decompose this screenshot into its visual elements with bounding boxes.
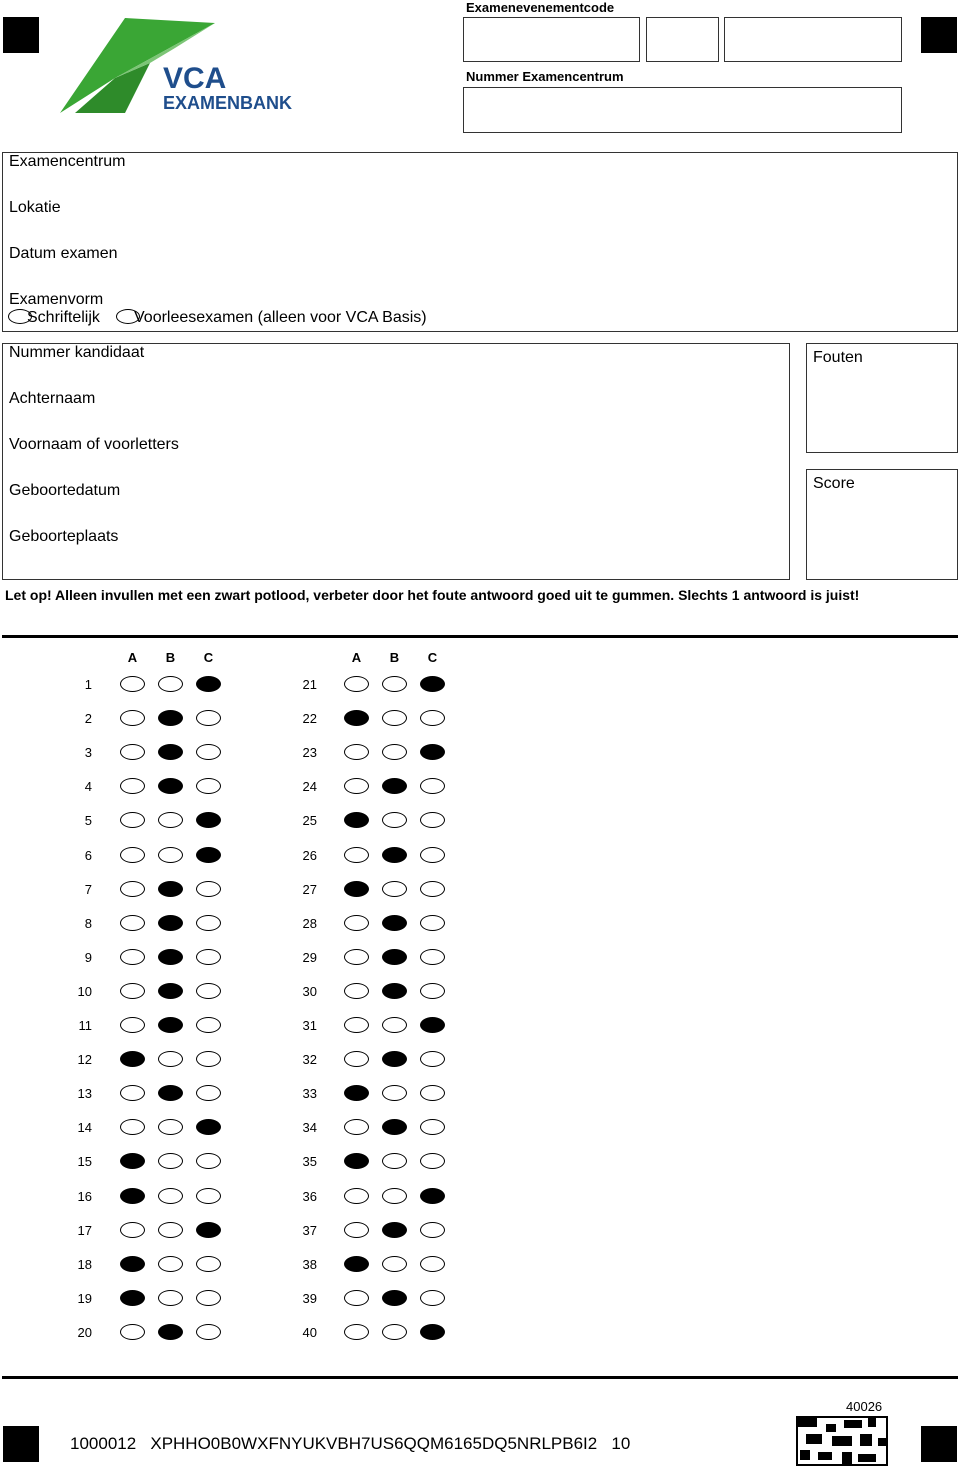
question-number: 9 [84, 949, 92, 965]
answer-bubble-24-a[interactable] [344, 778, 369, 794]
question-number: 38 [302, 1256, 317, 1272]
center-number-label: Nummer Examencentrum [466, 69, 624, 84]
answer-bubble-37-a[interactable] [344, 1222, 369, 1238]
column-header-c: C [203, 650, 214, 665]
question-number: 40 [302, 1324, 317, 1340]
question-number: 31 [302, 1018, 317, 1033]
answer-bubble-32-b[interactable] [382, 1051, 407, 1067]
answer-bubble-3-c[interactable] [196, 744, 221, 760]
event-code-field-1[interactable] [463, 17, 640, 62]
answer-bubble-37-b[interactable] [382, 1222, 407, 1238]
answer-bubble-17-c[interactable] [196, 1222, 221, 1238]
logo-text-examenbank: EXAMENBANK [163, 93, 293, 113]
question-number: 35 [302, 1154, 317, 1170]
answer-bubble-5-c[interactable] [196, 812, 221, 828]
answer-bubble-24-b[interactable] [382, 778, 407, 794]
question-number: 1 [84, 677, 92, 692]
notice-rule [2, 635, 958, 638]
question-number: 17 [77, 1222, 92, 1238]
question-number: 11 [78, 1018, 92, 1033]
answer-bubble-38-b[interactable] [382, 1256, 407, 1272]
answer-bubble-12-a[interactable] [120, 1051, 145, 1067]
answer-bubble-26-a[interactable] [344, 847, 369, 863]
answer-bubble-30-b[interactable] [382, 983, 407, 999]
answer-bubble-13-c[interactable] [196, 1085, 221, 1101]
logo-text-vca: VCA [163, 62, 227, 95]
answer-bubble-20-a[interactable] [120, 1324, 145, 1340]
answer-bubble-39-a[interactable] [344, 1290, 369, 1306]
answer-bubble-8-b[interactable] [158, 915, 183, 931]
answer-bubble-7-c[interactable] [196, 881, 221, 897]
answer-bubble-30-c[interactable] [420, 983, 445, 999]
column-header-a: A [127, 650, 138, 665]
center-number-field[interactable] [463, 87, 902, 133]
answer-bubble-28-a[interactable] [344, 915, 369, 931]
answer-bubble-26-b[interactable] [382, 847, 407, 863]
answer-bubble-5-b[interactable] [158, 812, 183, 828]
answer-bubble-5-a[interactable] [120, 812, 145, 828]
answer-bubble-30-a[interactable] [344, 983, 369, 999]
event-code-field-2[interactable] [646, 17, 719, 62]
answer-bubble-34-c[interactable] [420, 1119, 445, 1135]
registration-mark-bottom-right [921, 1426, 957, 1462]
column-header-b: B [165, 650, 176, 665]
answer-bubble-32-a[interactable] [344, 1051, 369, 1067]
column-header-a: A [351, 650, 362, 665]
answer-bubble-25-c[interactable] [420, 812, 445, 828]
question-number: 4 [84, 779, 92, 795]
answer-bubble-14-b[interactable] [158, 1119, 183, 1135]
answer-bubble-40-b[interactable] [382, 1324, 407, 1340]
footer-code-line: 1000012 XPHHO0B0WXFNYUKVBH7US6QQM6165DQ5NRLPB6I2 10 [70, 1434, 631, 1453]
notice-text: Let op! Alleen invullen met een zwart potlood, verbeter door het foute antwoord goed uit te gummen. Slechts 1 antwoord is juist! [5, 587, 860, 603]
question-number: 36 [302, 1188, 317, 1204]
question-number: 26 [302, 847, 317, 863]
answer-bubble-34-a[interactable] [344, 1119, 369, 1135]
question-number: 18 [77, 1256, 92, 1272]
footer-rule [2, 1376, 958, 1379]
answer-bubble-22-b[interactable] [382, 710, 407, 726]
question-number: 21 [302, 677, 317, 692]
answer-bubble-23-c[interactable] [420, 744, 445, 760]
answer-bubble-15-c[interactable] [196, 1153, 221, 1169]
question-number: 32 [302, 1052, 317, 1068]
answer-bubble-14-c[interactable] [196, 1119, 221, 1135]
answer-bubble-32-c[interactable] [420, 1051, 445, 1067]
answer-bubble-29-a[interactable] [344, 949, 369, 965]
answer-bubble-31-b[interactable] [382, 1017, 407, 1033]
question-number: 10 [77, 983, 92, 999]
column-header-c: C [427, 650, 438, 665]
answer-bubble-8-a[interactable] [120, 915, 145, 931]
answer-bubble-2-b[interactable] [158, 710, 183, 726]
score-label: Score [813, 475, 855, 492]
exam-date-label: Datum examen [9, 245, 118, 262]
question-number: 39 [302, 1290, 317, 1306]
answer-bubble-13-b[interactable] [158, 1085, 183, 1101]
answer-bubble-16-a[interactable] [120, 1188, 145, 1204]
answer-bubble-33-c[interactable] [420, 1085, 445, 1101]
answer-bubble-28-c[interactable] [420, 915, 445, 931]
answer-bubble-6-a[interactable] [120, 847, 145, 863]
barcode-number: 40026 [846, 1399, 883, 1414]
question-number: 34 [302, 1120, 317, 1136]
question-number: 7 [84, 881, 92, 897]
answer-bubble-2-c[interactable] [196, 710, 221, 726]
answer-bubble-37-c[interactable] [420, 1222, 445, 1238]
question-number: 25 [302, 813, 317, 829]
surname-label: Achternaam [9, 390, 96, 407]
answer-bubble-35-c[interactable] [420, 1153, 445, 1169]
answer-bubble-28-b[interactable] [382, 915, 407, 931]
question-number: 8 [84, 915, 92, 931]
answer-bubble-4-c[interactable] [196, 778, 221, 794]
answer-bubble-11-b[interactable] [158, 1017, 183, 1033]
answer-bubble-23-a[interactable] [344, 744, 369, 760]
answer-bubble-16-b[interactable] [158, 1188, 183, 1204]
answer-bubble-34-b[interactable] [382, 1119, 407, 1135]
answer-bubble-15-a[interactable] [120, 1153, 145, 1169]
answer-bubble-27-a[interactable] [344, 881, 369, 897]
vca-examenbank-logo [55, 18, 315, 118]
answer-bubble-35-b[interactable] [382, 1153, 407, 1169]
answer-bubble-25-b[interactable] [382, 812, 407, 828]
question-number: 22 [302, 711, 317, 727]
answer-bubble-12-c[interactable] [196, 1051, 221, 1067]
question-number: 14 [77, 1120, 92, 1136]
answer-bubble-38-a[interactable] [344, 1256, 369, 1272]
registration-mark-top-left [3, 17, 39, 53]
question-number: 6 [84, 847, 92, 863]
read-aloud-option-label: Voorleesexamen (alleen voor VCA Basis) [134, 309, 427, 326]
answer-bubble-22-a[interactable] [344, 710, 369, 726]
answer-bubble-19-b[interactable] [158, 1290, 183, 1306]
answer-bubble-33-b[interactable] [382, 1085, 407, 1101]
answer-bubble-31-a[interactable] [344, 1017, 369, 1033]
question-number: 20 [77, 1324, 92, 1340]
answer-bubble-6-c[interactable] [196, 847, 221, 863]
question-number: 27 [302, 881, 317, 897]
answer-bubble-1-b[interactable] [158, 676, 183, 692]
answer-bubble-35-a[interactable] [344, 1153, 369, 1169]
answer-bubble-36-a[interactable] [344, 1188, 369, 1204]
answer-bubble-27-b[interactable] [382, 881, 407, 897]
answer-bubble-18-c[interactable] [196, 1256, 221, 1272]
answer-bubble-19-c[interactable] [196, 1290, 221, 1306]
answer-bubble-40-a[interactable] [344, 1324, 369, 1340]
registration-mark-bottom-left [3, 1426, 39, 1462]
answer-bubble-10-c[interactable] [196, 983, 221, 999]
question-number: 23 [302, 745, 317, 761]
answer-bubble-36-b[interactable] [382, 1188, 407, 1204]
answer-bubble-26-c[interactable] [420, 847, 445, 863]
answer-bubble-13-a[interactable] [120, 1085, 145, 1101]
answer-bubble-29-b[interactable] [382, 949, 407, 965]
answer-bubble-23-b[interactable] [382, 744, 407, 760]
exam-form-label: Examenvorm [9, 291, 104, 308]
question-number: 28 [302, 915, 317, 931]
question-number: 12 [77, 1052, 92, 1068]
answer-bubble-33-a[interactable] [344, 1085, 369, 1101]
answer-bubble-10-a[interactable] [120, 983, 145, 999]
birthdate-label: Geboortedatum [9, 482, 121, 499]
answer-bubble-9-b[interactable] [158, 949, 183, 965]
answer-bubble-21-b[interactable] [382, 676, 407, 692]
answer-bubble-4-b[interactable] [158, 778, 183, 794]
question-number: 29 [302, 949, 317, 965]
answer-bubble-3-a[interactable] [120, 744, 145, 760]
question-number: 24 [302, 779, 317, 795]
answer-bubble-17-a[interactable] [120, 1222, 145, 1238]
answer-bubble-6-b[interactable] [158, 847, 183, 863]
candidate-box [2, 343, 790, 580]
answer-bubble-20-b[interactable] [158, 1324, 183, 1340]
question-number: 30 [302, 983, 317, 999]
firstname-label: Voornaam of voorletters [9, 436, 179, 453]
answer-bubble-36-c[interactable] [420, 1188, 445, 1204]
answer-bubble-10-b[interactable] [158, 983, 183, 999]
answer-bubble-29-c[interactable] [420, 949, 445, 965]
event-code-label: Examenevenementcode [466, 0, 615, 15]
answer-bubble-22-c[interactable] [420, 710, 445, 726]
answer-bubble-40-c[interactable] [420, 1324, 445, 1340]
answer-bubble-14-a[interactable] [120, 1119, 145, 1135]
candidate-number-label: Nummer kandidaat [9, 344, 145, 361]
question-number: 13 [77, 1086, 92, 1102]
answer-bubble-9-a[interactable] [120, 949, 145, 965]
answer-bubble-17-b[interactable] [158, 1222, 183, 1238]
location-label: Lokatie [9, 199, 61, 216]
answer-bubble-20-c[interactable] [196, 1324, 221, 1340]
answer-bubble-31-c[interactable] [420, 1017, 445, 1033]
answer-bubble-39-c[interactable] [420, 1290, 445, 1306]
answer-bubble-39-b[interactable] [382, 1290, 407, 1306]
mortarboard-logo-icon [55, 18, 315, 118]
question-number: 3 [84, 745, 92, 761]
registration-mark-top-right [921, 17, 957, 53]
answer-bubble-4-a[interactable] [120, 778, 145, 794]
answer-bubble-24-c[interactable] [420, 778, 445, 794]
question-number: 5 [84, 813, 92, 829]
answer-bubble-15-b[interactable] [158, 1153, 183, 1169]
answer-bubble-7-a[interactable] [120, 881, 145, 897]
answer-bubble-12-b[interactable] [158, 1051, 183, 1067]
question-number: 33 [302, 1086, 317, 1102]
errors-label: Fouten [813, 349, 863, 366]
answer-bubble-21-c[interactable] [420, 676, 445, 692]
answer-bubble-11-a[interactable] [120, 1017, 145, 1033]
question-number: 15 [77, 1154, 92, 1170]
answer-bubble-19-a[interactable] [120, 1290, 145, 1306]
exam-info-box [2, 152, 958, 332]
question-number: 16 [77, 1188, 92, 1204]
answer-bubble-16-c[interactable] [196, 1188, 221, 1204]
answer-bubble-11-c[interactable] [196, 1017, 221, 1033]
answer-bubble-18-a[interactable] [120, 1256, 145, 1272]
answer-bubble-1-c[interactable] [196, 676, 221, 692]
answer-bubble-21-a[interactable] [344, 676, 369, 692]
column-header-b: B [389, 650, 400, 665]
qr-code-icon [796, 1416, 888, 1466]
answer-bubble-25-a[interactable] [344, 812, 369, 828]
question-number: 37 [302, 1222, 317, 1238]
answer-bubble-8-c[interactable] [196, 915, 221, 931]
answer-bubble-18-b[interactable] [158, 1256, 183, 1272]
written-option-label: Schriftelijk [27, 309, 100, 326]
answer-bubble-2-a[interactable] [120, 710, 145, 726]
answer-bubble-9-c[interactable] [196, 949, 221, 965]
answer-bubble-27-c[interactable] [420, 881, 445, 897]
event-code-field-3[interactable] [724, 17, 902, 62]
answer-bubble-7-b[interactable] [158, 881, 183, 897]
birthplace-label: Geboorteplaats [9, 528, 119, 545]
answer-bubble-3-b[interactable] [158, 744, 183, 760]
exam-center-label: Examencentrum [9, 153, 126, 170]
question-number: 19 [77, 1290, 92, 1306]
answer-bubble-1-a[interactable] [120, 676, 145, 692]
answer-bubble-38-c[interactable] [420, 1256, 445, 1272]
question-number: 2 [84, 711, 92, 727]
